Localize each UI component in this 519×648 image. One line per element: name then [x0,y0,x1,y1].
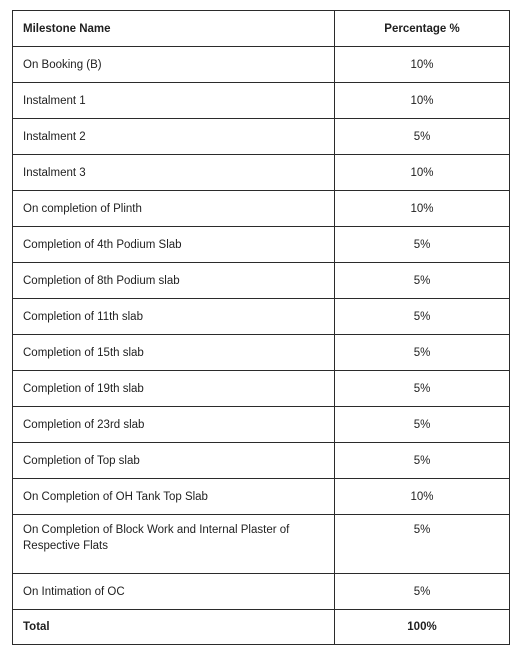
milestone-name: Completion of 4th Podium Slab [13,227,335,263]
milestone-percentage: 10% [335,191,510,227]
milestone-name: On Completion of OH Tank Top Slab [13,479,335,515]
table-row [13,299,510,335]
total-row [13,610,510,645]
milestone-percentage: 5% [335,227,510,263]
total-label: Total [13,610,335,645]
milestone-name: Completion of 19th slab [13,371,335,407]
milestone-percentage: 5% [335,574,510,610]
milestone-name: Instalment 1 [13,83,335,119]
milestone-percentage: 10% [335,155,510,191]
milestone-percentage: 10% [335,83,510,119]
table-row [13,83,510,119]
milestone-name: Completion of 15th slab [13,335,335,371]
table-row [13,119,510,155]
milestone-percentage: 5% [335,335,510,371]
table-row [13,227,510,263]
table-row [13,47,510,83]
milestone-percentage: 10% [335,47,510,83]
table-row [13,191,510,227]
milestone-name: On Intimation of OC [13,574,335,610]
milestone-name: Completion of Top slab [13,443,335,479]
table-row [13,443,510,479]
table-row [13,335,510,371]
milestone-name: Instalment 2 [13,119,335,155]
milestone-percentage: 5% [335,443,510,479]
payment-schedule-container [12,10,510,645]
header-row [13,11,510,47]
milestone-percentage: 5% [335,515,510,574]
milestone-name: On Completion of Block Work and Internal Plaster of Respective Flats [13,515,335,574]
total-percentage: 100% [335,610,510,645]
table-row [13,479,510,515]
milestone-name: Completion of 8th Podium slab [13,263,335,299]
table-row [13,574,510,610]
header-percentage: Percentage % [335,11,510,47]
table-row [13,371,510,407]
milestone-percentage: 5% [335,119,510,155]
milestone-name: On completion of Plinth [13,191,335,227]
milestone-percentage: 5% [335,407,510,443]
table-row [13,263,510,299]
milestone-percentage: 5% [335,371,510,407]
milestone-percentage: 5% [335,299,510,335]
payment-schedule-table [12,10,510,645]
table-row [13,155,510,191]
milestone-name: Instalment 3 [13,155,335,191]
header-milestone-name: Milestone Name [13,11,335,47]
milestone-percentage: 10% [335,479,510,515]
milestone-name: Completion of 11th slab [13,299,335,335]
table-row [13,407,510,443]
table-row [13,515,510,574]
milestone-name: On Booking (B) [13,47,335,83]
milestone-percentage: 5% [335,263,510,299]
milestone-name: Completion of 23rd slab [13,407,335,443]
